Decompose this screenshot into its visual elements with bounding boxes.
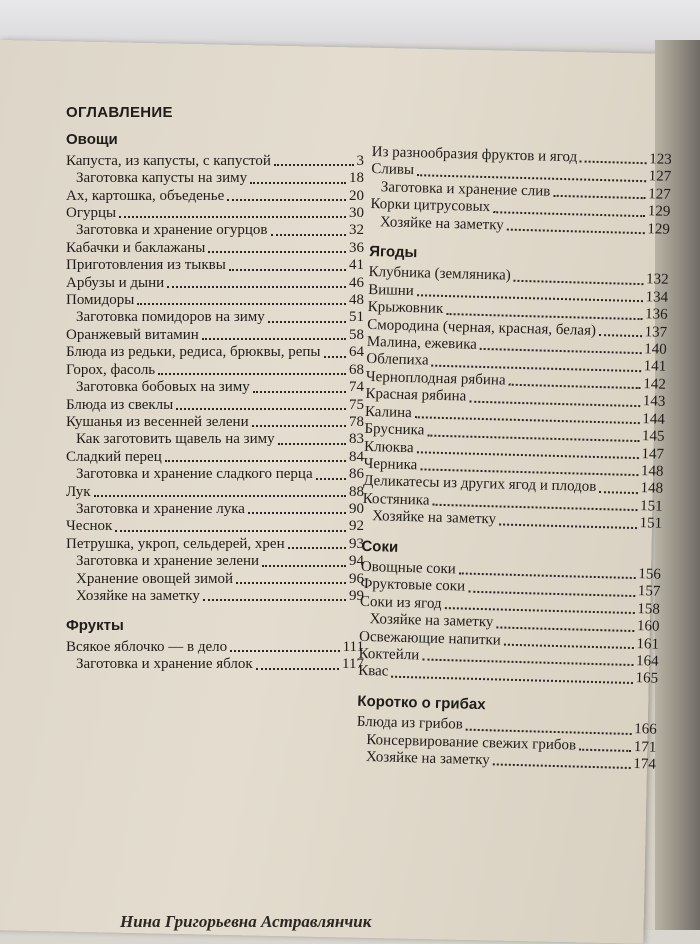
toc-dot-leader — [499, 523, 637, 529]
toc-page-number: 129 — [647, 220, 671, 238]
toc-section-title: Ягоды — [368, 242, 418, 262]
toc-entry — [66, 518, 364, 535]
toc-entry — [66, 466, 364, 483]
toc-dot-leader — [94, 495, 346, 497]
toc-section-title: Соки — [361, 537, 399, 556]
toc-page-number: 158 — [637, 600, 661, 618]
toc-entry-title: Хозяйке на заметку — [369, 611, 494, 631]
author-line: Нина Григорьевна Астравлянчик — [120, 912, 372, 931]
toc-entry — [66, 379, 364, 396]
toc-dot-leader — [288, 547, 346, 549]
toc-dot-leader — [579, 749, 631, 752]
toc-entry — [66, 571, 364, 588]
toc-dot-leader — [115, 530, 346, 532]
toc-page-number: 30 — [349, 205, 364, 222]
toc-dot-leader — [480, 348, 641, 354]
toc-entry — [66, 484, 364, 501]
toc-entry-title: Хранение овощей зимой — [76, 570, 234, 587]
toc-page-number: 93 — [349, 535, 364, 552]
toc-entry-title: Заготовка бобовых на зиму — [76, 379, 250, 396]
toc-entry-title: Заготовка и хранение лука — [76, 500, 245, 517]
toc-entry — [66, 327, 364, 344]
toc-page-number: 164 — [635, 653, 659, 670]
toc-entry-title: Деликатесы из других ягод и плодов — [362, 473, 597, 496]
toc-heading: ОГЛАВЛЕНИЕ — [66, 104, 173, 121]
toc-page-number: 174 — [633, 756, 657, 773]
toc-right-column — [356, 144, 672, 774]
toc-page-number: 84 — [349, 448, 364, 465]
toc-entry-title: Соки из ягод — [359, 593, 442, 612]
toc-dot-leader — [504, 644, 634, 649]
toc-entry-title: Сливы — [371, 161, 415, 179]
toc-page-number: 51 — [349, 309, 364, 326]
toc-entry — [66, 222, 364, 239]
toc-page-number: 96 — [349, 570, 364, 587]
toc-entry — [66, 431, 364, 448]
toc-entry-title: Фруктовые соки — [360, 576, 466, 595]
toc-entry-title: Черноплодная рябина — [365, 368, 506, 389]
toc-page-number: 88 — [349, 483, 364, 500]
toc-page-number: 165 — [635, 670, 659, 688]
toc-entry — [66, 536, 364, 553]
toc-entry-title: Заготовка и хранение огурцов — [76, 222, 268, 239]
toc-page-number: 148 — [640, 480, 664, 498]
toc-dot-leader — [493, 211, 645, 217]
toc-entry-title: Арбузы и дыни — [66, 274, 165, 291]
toc-entry — [66, 362, 364, 379]
toc-entry — [66, 553, 364, 570]
toc-dot-leader — [262, 565, 346, 567]
toc-entry-title: Заготовка и хранение зелени — [76, 553, 260, 570]
toc-page-number: 160 — [636, 618, 660, 635]
toc-right-sections — [356, 144, 672, 774]
toc-dot-leader — [250, 182, 346, 184]
toc-page-number: 36 — [349, 239, 364, 256]
toc-entry — [66, 292, 364, 309]
toc-entry-title: Черника — [363, 455, 418, 474]
toc-page-number: 171 — [633, 738, 657, 756]
toc-dot-leader — [271, 234, 346, 236]
toc-entry-title: Ах, картошка, объеденье — [66, 187, 225, 204]
toc-page-number: 92 — [349, 518, 364, 535]
toc-entry-title: Заготовка и хранение сладкого перца — [76, 466, 313, 483]
toc-page-number: 156 — [638, 566, 662, 583]
toc-page-number: 132 — [645, 271, 669, 289]
toc-entry-title: Хозяйке на заметку — [365, 749, 490, 769]
toc-entry-title: Красная рябина — [365, 386, 467, 405]
toc-entry-title: Кушанья из весенней зелени — [66, 413, 249, 430]
toc-entry-title: Сладкий перец — [66, 448, 162, 465]
toc-page-number: 83 — [349, 431, 364, 448]
toc-dot-leader — [176, 408, 346, 410]
toc-entry-title: Блюда из грибов — [356, 713, 464, 733]
toc-page-number: 151 — [639, 497, 663, 515]
toc-entry — [66, 639, 364, 656]
toc-page-number: 46 — [349, 274, 364, 291]
toc-page-number: 117 — [342, 656, 364, 673]
toc-entry — [66, 309, 364, 326]
toc-dot-leader — [208, 251, 346, 253]
toc-dot-leader — [599, 334, 642, 337]
toc-page-number: 142 — [643, 376, 667, 393]
toc-entry-title: Смородина (черная, красная, белая) — [367, 316, 597, 339]
toc-entry — [66, 501, 364, 518]
toc-entry-title: Заготовка и хранение яблок — [76, 656, 253, 673]
toc-dot-leader — [202, 338, 346, 340]
toc-entry-title: Блюда из редьки, редиса, брюквы, репы — [66, 344, 321, 361]
toc-dot-leader — [391, 675, 632, 683]
toc-dot-leader — [553, 195, 645, 199]
toc-dot-leader — [507, 229, 645, 235]
toc-page-number: 41 — [349, 257, 364, 274]
toc-page-number: 18 — [349, 170, 364, 187]
toc-entry-title: Оранжевый витамин — [66, 326, 199, 343]
toc-dot-leader — [248, 512, 346, 514]
toc-dot-leader — [508, 384, 640, 389]
toc-section-title: Овощи — [66, 131, 118, 149]
toc-page-number: 74 — [349, 379, 364, 396]
toc-page-number: 145 — [641, 428, 665, 445]
toc-entry-title: Кабачки и баклажаны — [66, 239, 206, 256]
toc-entry — [66, 397, 364, 414]
toc-entry — [66, 656, 364, 673]
toc-dot-leader — [256, 668, 339, 670]
toc-dot-leader — [496, 626, 634, 632]
toc-page-number: 143 — [642, 393, 666, 411]
toc-page-number: 86 — [349, 466, 364, 483]
toc-entry — [66, 205, 364, 222]
toc-page-number: 161 — [636, 635, 660, 653]
toc-section-title: Коротко о грибах — [357, 692, 486, 713]
toc-page-number: 166 — [634, 721, 657, 738]
toc-dot-leader — [469, 400, 640, 406]
toc-entry-title: Заготовка и хранение слив — [380, 179, 551, 200]
toc-entry — [66, 257, 364, 274]
toc-page-number: 144 — [642, 410, 666, 428]
toc-entry-title: Корки цитрусовых — [370, 196, 491, 216]
toc-page-number: 129 — [647, 203, 671, 221]
toc-left-sections — [66, 131, 364, 673]
toc-page-number: 64 — [349, 344, 364, 361]
toc-page-number: 58 — [349, 326, 364, 343]
toc-page-number: 136 — [644, 306, 668, 324]
toc-entry-title: Горох, фасоль — [66, 361, 156, 378]
toc-page-number: 151 — [639, 515, 663, 532]
toc-dot-leader — [514, 280, 643, 285]
toc-entry-title: Крыжовник — [367, 299, 444, 318]
toc-entry-title: Клубника (земляника) — [368, 264, 511, 285]
toc-page-number: 75 — [349, 396, 364, 413]
toc-dot-leader — [203, 599, 346, 601]
toc-page-number: 137 — [644, 323, 668, 341]
toc-entry — [66, 153, 364, 170]
toc-dot-leader — [137, 303, 346, 305]
toc-entry-title: Хозяйке на заметку — [372, 508, 497, 528]
toc-page-number: 99 — [349, 587, 364, 604]
toc-entry-title: Квас — [357, 663, 389, 680]
toc-left-column — [66, 104, 364, 674]
toc-entry — [66, 240, 364, 257]
toc-page-number: 94 — [349, 553, 364, 570]
toc-page-number: 78 — [349, 413, 364, 430]
toc-dot-leader — [493, 764, 631, 770]
toc-page-number: 48 — [349, 292, 364, 309]
toc-entry-title: Овощные соки — [360, 558, 456, 578]
toc-page-number: 147 — [641, 445, 665, 463]
toc-entry-title: Блюда из свеклы — [66, 396, 174, 413]
toc-page-number: 127 — [648, 186, 671, 203]
toc-page-number: 134 — [645, 289, 669, 306]
toc-dot-leader — [252, 425, 346, 427]
toc-entry-title: Вишни — [367, 281, 415, 299]
toc-entry-title: Консервирование свежих грибов — [366, 731, 577, 754]
toc-entry-title: Чеснок — [66, 518, 113, 535]
toc-entry-title: Брусника — [364, 420, 425, 439]
toc-entry-title: Всякое яблочко — в дело — [66, 638, 228, 655]
toc-entry-title: Помидоры — [66, 292, 135, 309]
toc-page-number: 3 — [356, 152, 364, 169]
toc-page-number: 157 — [637, 583, 661, 601]
toc-page-number: 148 — [640, 463, 664, 480]
toc-entry-title: Облепиха — [366, 351, 429, 370]
toc-page-number: 68 — [349, 361, 364, 378]
toc-dot-leader — [466, 728, 632, 734]
toc-dot-leader — [599, 491, 637, 494]
toc-entry — [66, 188, 364, 205]
toc-entry-title: Капуста, из капусты, с капустой — [66, 152, 271, 169]
toc-dot-leader — [278, 443, 346, 445]
toc-dot-leader — [316, 478, 346, 480]
toc-entry — [66, 344, 364, 361]
toc-page-number: 32 — [349, 222, 364, 239]
toc-entry-title: Костяника — [362, 490, 430, 509]
toc-page-number: 20 — [349, 187, 364, 204]
toc-entry-title: Лук — [66, 483, 91, 500]
toc-entry-title: Заготовка помидоров на зиму — [76, 309, 265, 326]
toc-page-number: 90 — [349, 500, 364, 517]
toc-entry-title: Освежающие напитки — [358, 628, 502, 649]
toc-dot-leader — [324, 356, 346, 358]
toc-page-number: 141 — [643, 358, 667, 376]
toc-entry — [66, 170, 364, 187]
toc-entry-title: Заготовка капусты на зиму — [76, 170, 248, 187]
toc-page-number: 140 — [644, 341, 667, 358]
toc-entry-title: Коктейли — [358, 645, 420, 664]
toc-dot-leader — [459, 573, 636, 580]
toc-entry-title: Клюква — [363, 438, 414, 456]
toc-dot-leader — [227, 199, 346, 201]
toc-page-number: 111 — [342, 638, 364, 655]
toc-entry-title: Хозяйке на заметку — [379, 213, 505, 234]
toc-entry — [66, 414, 364, 431]
toc-dot-leader — [165, 460, 346, 462]
toc-entry — [66, 449, 364, 466]
toc-entry-title: Как заготовить щавель на зиму — [76, 431, 275, 448]
toc-section-title: Фрукты — [66, 617, 124, 635]
toc-dot-leader — [268, 321, 346, 323]
toc-entry-title: Огурцы — [66, 205, 117, 222]
toc-dot-leader — [229, 269, 346, 271]
toc-entry-title: Приготовления из тыквы — [66, 257, 226, 274]
toc-entry-title: Из разнообразия фруктов и ягод — [371, 144, 578, 166]
toc-entry-title: Калина — [364, 403, 412, 421]
toc-entry-title: Малина, ежевика — [366, 333, 478, 353]
toc-entry — [66, 588, 364, 605]
toc-dot-leader — [274, 164, 354, 166]
toc-entry — [66, 275, 364, 292]
toc-entry-title: Петрушка, укроп, сельдерей, хрен — [66, 535, 285, 552]
toc-dot-leader — [236, 582, 346, 584]
toc-dot-leader — [580, 161, 646, 165]
toc-page-number: 123 — [648, 151, 672, 168]
toc-dot-leader — [253, 391, 346, 393]
toc-dot-leader — [167, 286, 346, 288]
toc-dot-leader — [230, 650, 339, 652]
toc-dot-leader — [468, 590, 635, 596]
toc-entry-title: Хозяйке на заметку — [76, 587, 200, 604]
toc-dot-leader — [119, 216, 346, 218]
toc-dot-leader — [158, 373, 346, 375]
toc-page-number: 127 — [648, 168, 672, 186]
